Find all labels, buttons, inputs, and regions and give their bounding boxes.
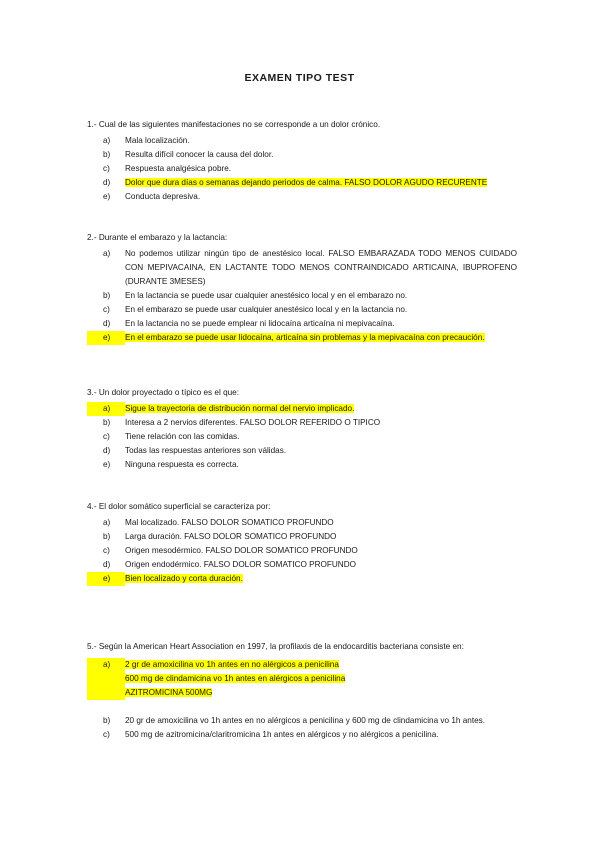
option-b: b) En la lactancia se puede usar cualquier anestésico local y en el embarazo no.: [103, 291, 408, 300]
option-c: c) Origen mesodérmico. FALSO DOLOR SOMATICO PROFUNDO: [103, 546, 358, 555]
option-a-line-1: 2 gr de amoxicilina vo 1h antes en no alérgicos a penicilina: [125, 660, 339, 669]
question-3: [87, 386, 517, 472]
option-d: d) Todas las respuestas anteriores son válidas.: [103, 446, 287, 455]
question-4: [87, 500, 517, 586]
question-5: [87, 640, 517, 742]
option-b: b) Interesa a 2 nervios diferentes. FALSO DOLOR REFERIDO O TIPICO: [103, 418, 381, 427]
option-a-highlighted: a) 2 gr de amoxicilina vo 1h antes en no alérgicos a penicilina 600 mg de clindamicina vo 1h antes en alérgicos a penicilina AZITROMICINA 500MG: [87, 658, 517, 700]
option-e-highlighted: e) Bien localizado y corta duración.: [87, 572, 517, 586]
option-d: d) En la lactancia no se puede emplear ni lidocaína articaína ni mepivacaína.: [103, 319, 395, 328]
option-b: b) Resulta difícil conocer la causa del dolor.: [103, 150, 274, 159]
option-b: b) Larga duración. FALSO DOLOR SOMATICO PROFUNDO: [103, 532, 337, 541]
option-d-highlighted: d) Dolor que dura días o semanas dejando periodos de calma. FALSO DOLOR AGUDO RECURENTE: [103, 178, 488, 187]
option-c: c) Tiene relación con las comidas.: [103, 432, 240, 441]
option-a-highlighted: a) Sigue la trayectoria de distribución normal del nervio implicado.: [87, 402, 517, 416]
option-e: e) Conducta depresiva.: [103, 192, 201, 201]
question-text: 3.- Un dolor proyectado o típico es el que:: [87, 388, 240, 397]
option-c: c) En el embarazo se puede usar cualquier anestésico local y en la lactancia no.: [103, 305, 408, 314]
option-a: a) Mala localización.: [103, 136, 190, 145]
option-a-line-3: AZITROMICINA 500MG: [125, 688, 213, 697]
option-d: d) Origen endodérmico. FALSO DOLOR SOMATICO PROFUNDO: [103, 560, 356, 569]
option-e-highlighted: e) En el embarazo se puede usar lidocaína, articaína sin problemas y la mepivacaína con precaución.: [87, 331, 517, 345]
option-a: a) No podemos utilizar ningún tipo de anestésico local. FALSO EMBARAZADA TODO MENOS CUIDADO CON MEPIVACAINA, EN LACTANTE TODO MENOS CONTRAINDICADO ARTICAINA, IBUPROFENO (DURANTE 3MESES): [103, 249, 517, 286]
option-c: c) 500 mg de azitromicina/claritromicina 1h antes en alérgicos y no alérgicos a penicilina.: [103, 730, 439, 739]
question-text: 4.- El dolor somático superficial se caracteriza por:: [87, 502, 271, 511]
option-a: a) Mal localizado. FALSO DOLOR SOMATICO PROFUNDO: [103, 518, 334, 527]
option-a-line-2: 600 mg de clindamicina vo 1h antes en alérgicos a penicilina: [125, 674, 346, 683]
option-e: e) Ninguna respuesta es correcta.: [103, 460, 239, 469]
option-c: c) Respuesta analgésica pobre.: [103, 164, 232, 173]
question-1: [87, 118, 517, 204]
question-2: [87, 231, 517, 345]
option-b: b) 20 gr de amoxicilina vo 1h antes en no alérgicos a penicilina y 600 mg de clindamicina vo 1h antes.: [103, 716, 486, 725]
question-text: 1.- Cual de las siguientes manifestaciones no se corresponde a un dolor crónico.: [87, 120, 381, 129]
question-text: 5.- Según la American Heart Association en 1997, la profilaxis de la endocarditis bacteriana consiste en:: [87, 642, 464, 651]
page-title: EXAMEN TIPO TEST: [244, 72, 355, 84]
question-text: 2.- Durante el embarazo y la lactancia:: [87, 233, 228, 242]
